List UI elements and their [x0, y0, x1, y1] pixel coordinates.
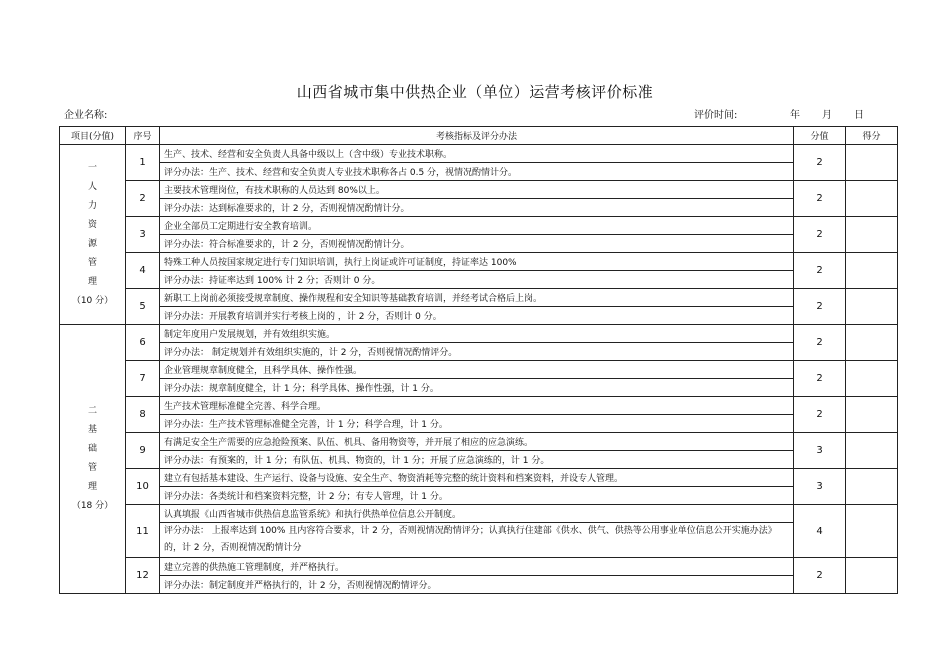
header-indicator: 考核指标及评分办法 [160, 127, 794, 145]
category-char: 管 [87, 257, 97, 268]
category-char: 理 [87, 276, 97, 287]
obtained-score-cell[interactable] [846, 217, 898, 253]
header-category: 项目(分值) [60, 127, 126, 145]
indicator-text: 认真填报《山西省城市供热信息监管系统》和执行供热单位信息公开制度。 [160, 505, 794, 523]
score-value: 2 [794, 397, 846, 433]
scoring-method-text: 评分办法： 上报率达到 100% 且内容符合要求，计 2 分，否则视情况酌情评分；认真执行住建部《供水、供气、供热等公用事业单位信息公开实施办法》的，计 2 分，否则视情况酌情计分 [160, 523, 794, 558]
score-value: 2 [794, 361, 846, 397]
row-number: 6 [126, 325, 160, 361]
indicator-text: 有满足安全生产需要的应急抢险预案、队伍、机具、备用物资等，并开展了相应的应急演练。 [160, 433, 794, 451]
day-label: 日 [854, 110, 864, 121]
row-number: 3 [126, 217, 160, 253]
table-row [60, 379, 898, 397]
table-row [60, 397, 898, 415]
document-title: 山西省城市集中供热企业（单位）运营考核评价标准 [296, 83, 654, 101]
obtained-score-cell[interactable] [846, 181, 898, 217]
table-row [60, 235, 898, 253]
scoring-method-text: 评分办法：制定制度并严格执行的，计 2 分，否则视情况酌情评分。 [160, 576, 794, 594]
row-number: 1 [126, 145, 160, 181]
evaluation-time-label: 评价时间: [694, 110, 738, 121]
table-row [60, 145, 898, 163]
scoring-method-text: 评分办法： 制定规划并有效组织实施的，计 2 分，否则视情况酌情评分。 [160, 343, 794, 361]
indicator-text: 主要技术管理岗位，有技术职称的人员达到 80%以上。 [160, 181, 794, 199]
category-char: 资 [87, 219, 97, 230]
table-row [60, 487, 898, 505]
row-number: 5 [126, 289, 160, 325]
category-char: 管 [87, 463, 97, 473]
table-row [60, 271, 898, 289]
row-number: 8 [126, 397, 160, 433]
score-value: 2 [794, 253, 846, 289]
obtained-score-cell[interactable] [846, 289, 898, 325]
table-row [60, 415, 898, 433]
evaluation-table [59, 126, 898, 594]
obtained-score-cell[interactable] [846, 397, 898, 433]
table-row [60, 558, 898, 576]
row-number: 9 [126, 433, 160, 469]
obtained-score-cell[interactable] [846, 253, 898, 289]
scoring-method-text: 评分办法：开展教育培训并实行考核上岗的 ，计 2 分，否则计 0 分。 [160, 307, 794, 325]
table-row [60, 343, 898, 361]
category-points: （18 分） [71, 501, 114, 511]
category-cell [60, 325, 126, 594]
indicator-text: 制定年度用户发展规划，并有效组织实施。 [160, 325, 794, 343]
obtained-score-cell[interactable] [846, 505, 898, 558]
year-label: 年 [790, 110, 800, 121]
indicator-text: 生产、技术、经营和安全负责人具备中级以上（含中级）专业技术职称。 [160, 145, 794, 163]
score-value: 3 [794, 433, 846, 469]
table-row [60, 253, 898, 271]
indicator-text: 生产技术管理标准健全完善、科学合理。 [160, 397, 794, 415]
table-row [60, 181, 898, 199]
score-value: 2 [794, 145, 846, 181]
scoring-method-text: 评分办法：有预案的，计 1 分；有队伍、机具、物资的，计 1 分；开展了应急演练的，计 1 分。 [160, 451, 794, 469]
row-number: 2 [126, 181, 160, 217]
obtained-score-cell[interactable] [846, 145, 898, 181]
row-number: 12 [126, 558, 160, 594]
table-row [60, 163, 898, 181]
scoring-method-text: 评分办法：达到标准要求的，计 2 分，否则视情况酌情计分。 [160, 199, 794, 217]
obtained-score-cell[interactable] [846, 325, 898, 361]
table-row [60, 325, 898, 343]
category-char: 人 [87, 181, 97, 192]
table-row [60, 451, 898, 469]
indicator-text: 建立完善的供热施工管理制度，并严格执行。 [160, 558, 794, 576]
table-row [60, 307, 898, 325]
scoring-method-text: 评分办法：生产、技术、经营和安全负责人专业技术职称各占 0.5 分，视情况酌情计分。 [160, 163, 794, 181]
indicator-text: 企业管理规章制度健全，且科学具体、操作性强。 [160, 361, 794, 379]
scoring-method-text: 评分办法：生产技术管理标准健全完善，计 1 分；科学合理，计 1 分。 [160, 415, 794, 433]
category-char: 一 [87, 162, 97, 173]
score-value: 2 [794, 558, 846, 594]
indicator-text: 企业全部员工定期进行安全教育培训。 [160, 217, 794, 235]
table-row [60, 433, 898, 451]
table-row [60, 289, 898, 307]
score-value: 2 [794, 289, 846, 325]
category-char: 力 [87, 200, 97, 211]
table-row [60, 361, 898, 379]
category-char: 理 [87, 482, 97, 492]
row-number: 4 [126, 253, 160, 289]
table-row [60, 505, 898, 523]
month-label: 月 [822, 110, 832, 121]
table-body [60, 145, 898, 594]
scoring-method-text: 评分办法：持证率达到 100% 计 2 分；否则计 0 分。 [160, 271, 794, 289]
category-char: 源 [87, 238, 97, 249]
obtained-score-cell[interactable] [846, 361, 898, 397]
header-score: 分值 [794, 127, 846, 145]
category-char: 基 [87, 425, 97, 435]
category-cell [60, 145, 126, 325]
row-number: 11 [126, 505, 160, 558]
evaluation-time [694, 106, 864, 121]
score-value: 3 [794, 469, 846, 505]
table-row [60, 523, 898, 558]
header-number: 序号 [126, 127, 160, 145]
score-value: 2 [794, 325, 846, 361]
row-number: 7 [126, 361, 160, 397]
indicator-text: 建立有包括基本建设、生产运行、设备与设施、安全生产、物资消耗等完整的统计资料和档案资料，并设专人管理。 [160, 469, 794, 487]
score-value: 2 [794, 181, 846, 217]
category-points: （10 分） [71, 295, 114, 306]
obtained-score-cell[interactable] [846, 469, 898, 505]
table-row [60, 469, 898, 487]
row-number: 10 [126, 469, 160, 505]
scoring-method-text: 评分办法：各类统计和档案资料完整，计 2 分；有专人管理，计 1 分。 [160, 487, 794, 505]
company-name-label: 企业名称: [64, 110, 108, 121]
scoring-method-text: 评分办法：符合标准要求的，计 2 分，否则视情况酌情计分。 [160, 235, 794, 253]
obtained-score-cell[interactable] [846, 558, 898, 594]
indicator-text: 新职工上岗前必须接受规章制度、操作规程和安全知识等基础教育培训，并经考试合格后上岗。 [160, 289, 794, 307]
score-value: 2 [794, 217, 846, 253]
table-row [60, 217, 898, 235]
table-row [60, 576, 898, 594]
category-char: 二 [87, 406, 97, 416]
table-header-row [60, 127, 898, 145]
scoring-method-text: 评分办法：规章制度健全，计 1 分；科学具体、操作性强，计 1 分。 [160, 379, 794, 397]
header-obtained: 得分 [846, 127, 898, 145]
table-row [60, 199, 898, 217]
obtained-score-cell[interactable] [846, 433, 898, 469]
category-char: 础 [87, 444, 97, 454]
score-value: 4 [794, 505, 846, 558]
indicator-text: 特殊工种人员按国家规定进行专门知识培训，执行上岗证或许可证制度，持证率达 100% [160, 253, 794, 271]
